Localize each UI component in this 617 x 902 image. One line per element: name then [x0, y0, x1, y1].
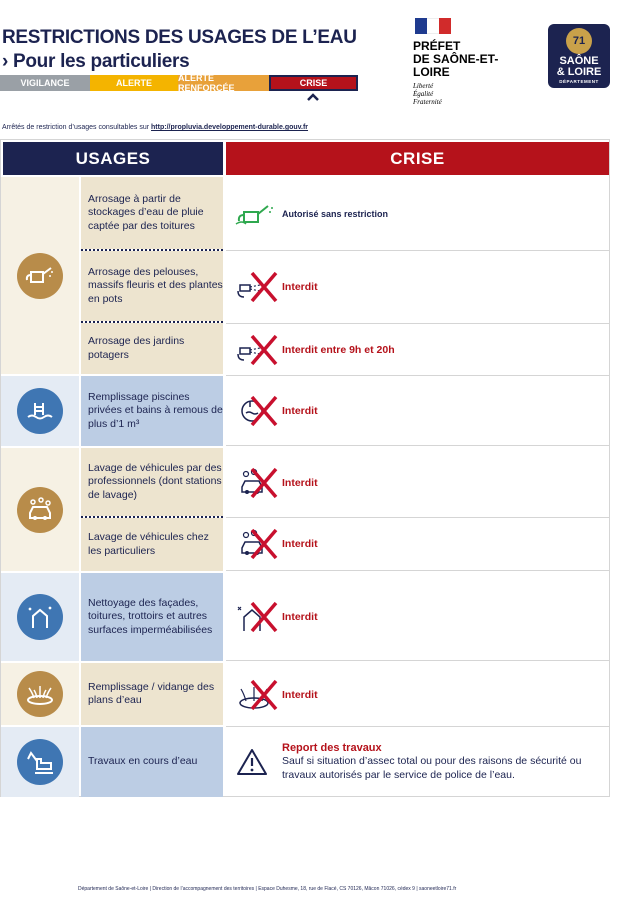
crise-cell [226, 448, 610, 518]
report-title: Report des travaux [282, 742, 382, 754]
pool-icon [234, 395, 280, 427]
header-usages: USAGES [3, 142, 223, 175]
restrictions-table [0, 139, 610, 797]
group-vehicules [1, 448, 79, 571]
excavator-icon [17, 739, 63, 785]
group-plans-eau [1, 663, 79, 725]
header-crise: CRISE [226, 142, 609, 175]
usage-cell: Lavage de véhicules par des professionnels (dont stations de lavage) [81, 448, 223, 516]
car-wash-icon [17, 487, 63, 533]
republic-motto: Liberté Égalité Fraternité [413, 82, 442, 106]
hose-icon [234, 334, 280, 366]
level-alerte-renforcee: ALERTE RENFORCÉE [178, 75, 269, 91]
level-alerte: ALERTE [90, 75, 178, 91]
status-text: Interdit [282, 476, 318, 489]
status-text: Interdit entre 9h et 20h [282, 343, 395, 356]
crise-cell [226, 177, 610, 251]
status-text: Interdit [282, 281, 318, 293]
hose-icon [234, 271, 280, 303]
status-text: Interdit [282, 538, 318, 550]
level-vigilance: VIGILANCE [0, 75, 90, 91]
group-travaux [1, 727, 79, 797]
crise-cell [226, 727, 610, 797]
group-arrosage [1, 177, 79, 374]
status-text: Interdit [282, 688, 318, 701]
prefet-logo [413, 18, 533, 106]
usage-cell: Remplissage / vidange des plans d’eau [81, 663, 223, 725]
level-crise: CRISE [269, 75, 358, 91]
group-facades [1, 573, 79, 661]
usage-cell: Travaux en cours d’eau [81, 727, 223, 797]
prefet-name: PRÉFET DE SAÔNE-ET-LOIRE [413, 39, 499, 79]
crise-cell [226, 376, 610, 446]
page-title: RESTRICTIONS DES USAGES DE L’EAU [2, 27, 357, 48]
report-detail: Sauf si situation d’assec total ou pour des raisons de sécurité ou travaux autorisés par le service de police de l’eau. [282, 755, 582, 781]
alert-levels-bar [0, 75, 358, 91]
propluvia-link[interactable]: http://propluvia.developpement-durable.gouv.fr [151, 124, 309, 131]
group-piscines [1, 376, 79, 446]
arretes-notice: Arrêtés de restriction d’usages consultables sur http://propluvia.developpement-durable.gouv.fr [2, 124, 309, 131]
usage-cell: Arrosage à partir de stockages d’eau de pluie captée par des toitures [81, 177, 223, 249]
forbidden-x-icon [248, 526, 280, 562]
forbidden-x-icon [248, 269, 280, 305]
car-wash-icon [234, 528, 280, 560]
facade-cleaning-icon [234, 601, 280, 633]
pond-icon [17, 671, 63, 717]
forbidden-x-icon [248, 465, 280, 501]
crise-cell [226, 324, 610, 376]
forbidden-x-icon [248, 332, 280, 368]
status-text: Interdit [282, 404, 318, 417]
saone-et-loire-logo: 71 SAÔNE & LOIRE DÉPARTEMENT [548, 24, 610, 88]
watering-can-icon [17, 253, 63, 299]
forbidden-x-icon [248, 677, 280, 713]
crise-cell [226, 251, 610, 324]
crise-cell [226, 663, 610, 727]
status-text: Interdit [282, 610, 318, 623]
footer: Département de Saône-et-Loire | Direction de l’accompagnement des territoires | Espace Duhesme, 18, rue de Flacé, CS 70126, Mâcon 71026, cédex 9 | saoneetloire71.fr [78, 886, 457, 892]
pool-icon [17, 388, 63, 434]
car-wash-icon [234, 467, 280, 499]
usage-cell: Lavage de véhicules chez les particuliers [81, 518, 223, 571]
crise-cell [226, 518, 610, 571]
warning-icon [234, 746, 274, 778]
page-subtitle: › Pour les particuliers [2, 51, 190, 72]
forbidden-x-icon [248, 393, 280, 429]
status-text: Autorisé sans restriction [282, 208, 389, 219]
watering-can-icon [234, 198, 280, 230]
facade-cleaning-icon [17, 594, 63, 640]
usage-cell: Nettoyage des façades, toitures, trottoirs et autres surfaces imperméabilisées [81, 573, 223, 661]
pond-icon [234, 679, 280, 711]
usage-cell: Remplissage piscines privées et bains à remous de plus d’1 m³ [81, 376, 223, 446]
usage-cell: Arrosage des pelouses, massifs fleuris et des plantes en pots [81, 251, 223, 321]
crise-cell [226, 573, 610, 661]
active-level-caret-icon [306, 93, 320, 101]
forbidden-x-icon [248, 599, 280, 635]
french-flag-icon [415, 18, 451, 34]
logo-badge: 71 [566, 28, 592, 54]
usage-cell: Arrosage des jardins potagers [81, 323, 223, 374]
